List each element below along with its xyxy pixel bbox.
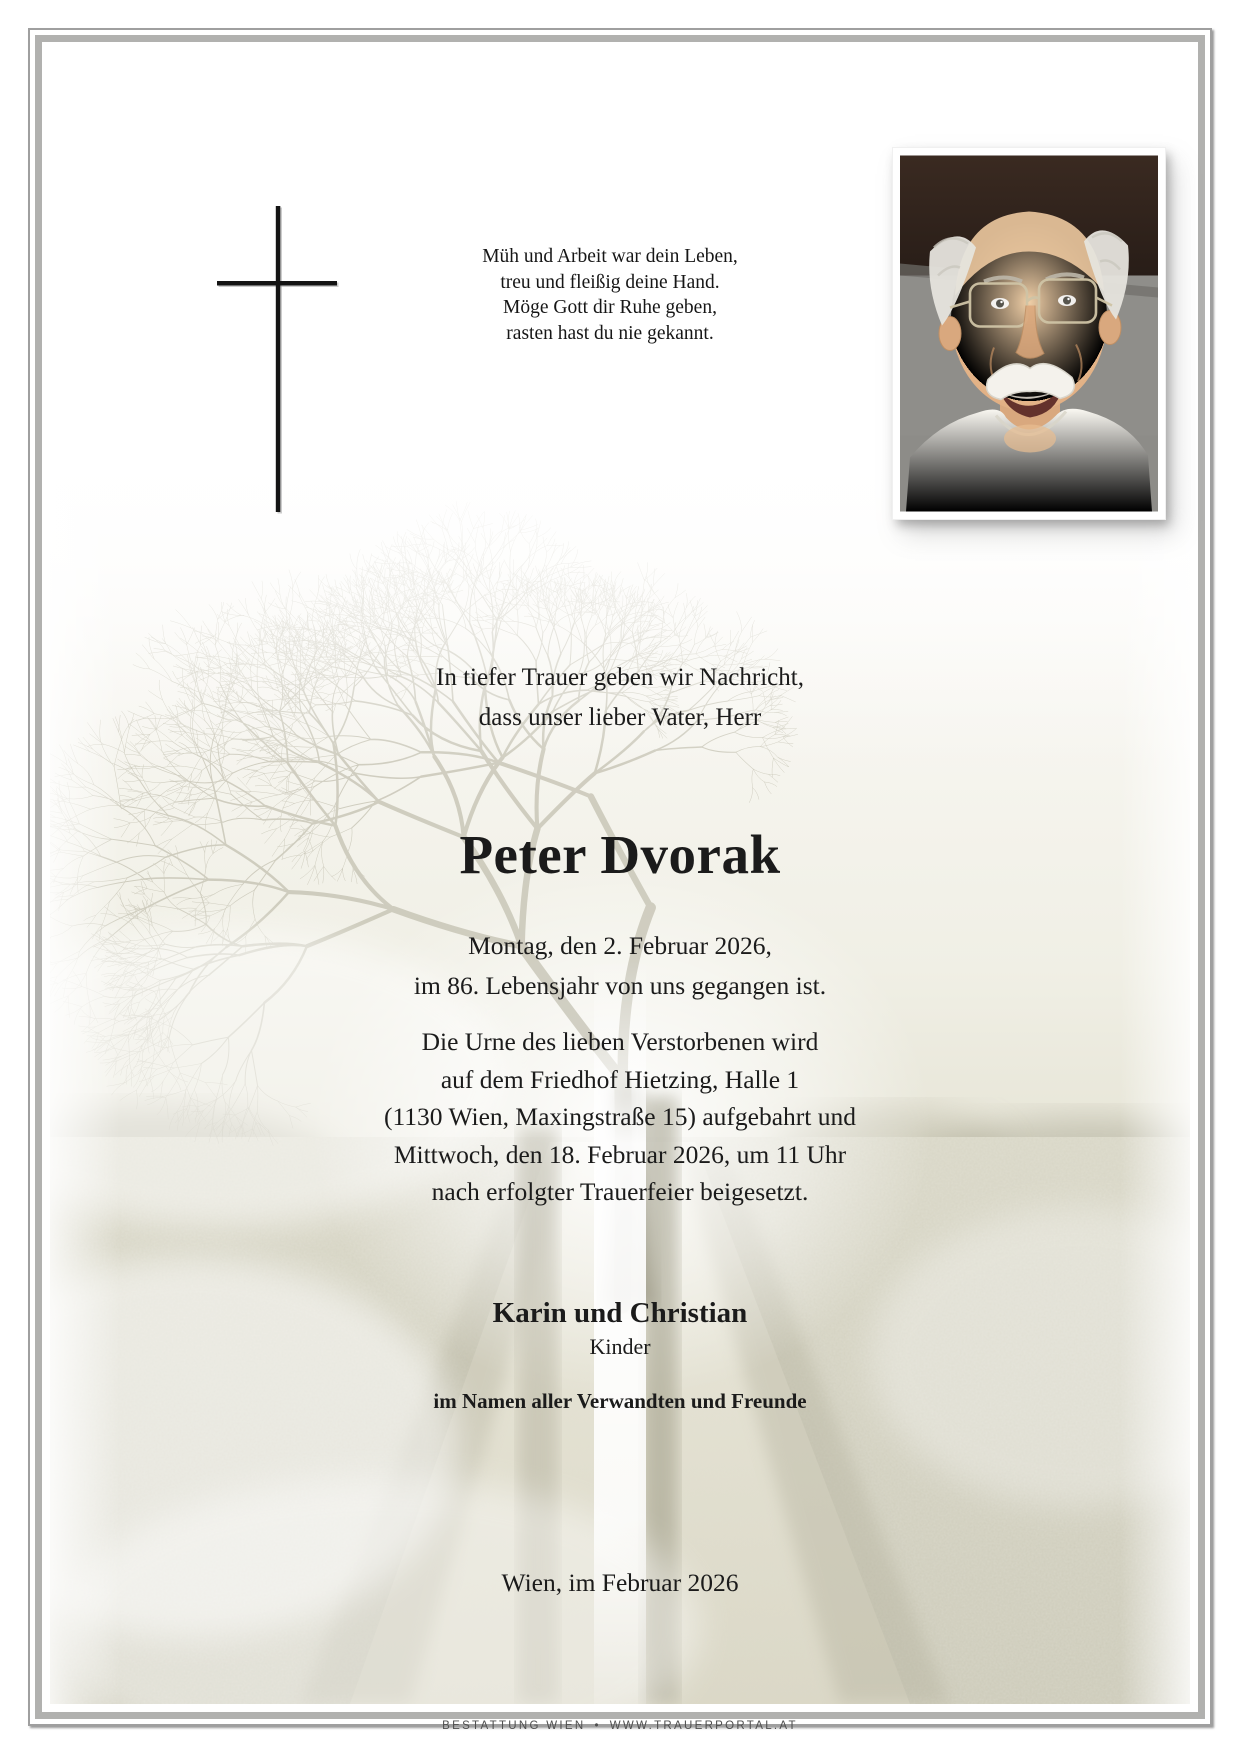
announcement-line: In tiefer Trauer geben wir Nachricht,	[436, 664, 804, 691]
funeral-info-line: Die Urne des lieben Verstorbenen wird	[421, 1027, 819, 1056]
portrait-illustration	[900, 155, 1158, 512]
death-info	[42, 926, 1198, 1006]
funeral-info-line: auf dem Friedhof Hietzing, Halle 1	[440, 1064, 800, 1094]
verse-line: rasten hast du nie gekannt.	[506, 322, 714, 344]
verse-line: treu und fleißig deine Hand.	[500, 271, 720, 293]
verse-line: Möge Gott dir Ruhe geben,	[503, 297, 717, 319]
verse-line: Müh und Arbeit war dein Leben,	[482, 246, 738, 267]
deceased-portrait-photo	[893, 148, 1165, 519]
deceased-name: Peter Dvorak	[459, 824, 781, 885]
announcement-text	[42, 658, 1198, 738]
latin-cross-icon	[212, 200, 347, 523]
death-info-line: im 86. Lebensjahr von uns gegangen ist.	[413, 971, 827, 1000]
funeral-info-line: nach erfolgter Trauerfeier beigesetzt.	[431, 1177, 809, 1206]
card-content	[42, 42, 1198, 1732]
mourner-relation: Kinder	[589, 1334, 651, 1359]
footer-separator-dot: •	[594, 1720, 601, 1732]
funeral-info	[42, 1023, 1198, 1211]
place-date: Wien, im Februar 2026	[501, 1568, 739, 1597]
footer-publisher: BESTATTUNG WIEN	[442, 1720, 586, 1732]
death-info-line: Montag, den 2. Februar 2026,	[468, 931, 772, 960]
funeral-info-line: Mittwoch, den 18. Februar 2026, um 11 Uhr	[393, 1139, 847, 1169]
mourner-names: Karin und Christian	[492, 1297, 748, 1329]
footer-website: WWW.TRAUERPORTAL.AT	[609, 1720, 798, 1732]
memorial-verse	[342, 244, 878, 346]
footer-line	[42, 1720, 1198, 1732]
funeral-info-line: (1130 Wien, Maxingstraße 15) aufgebahrt und	[383, 1102, 856, 1131]
announcement-line: dass unser lieber Vater, Herr	[478, 704, 762, 731]
closing-line: im Namen aller Verwandten und Freunde	[433, 1389, 807, 1413]
